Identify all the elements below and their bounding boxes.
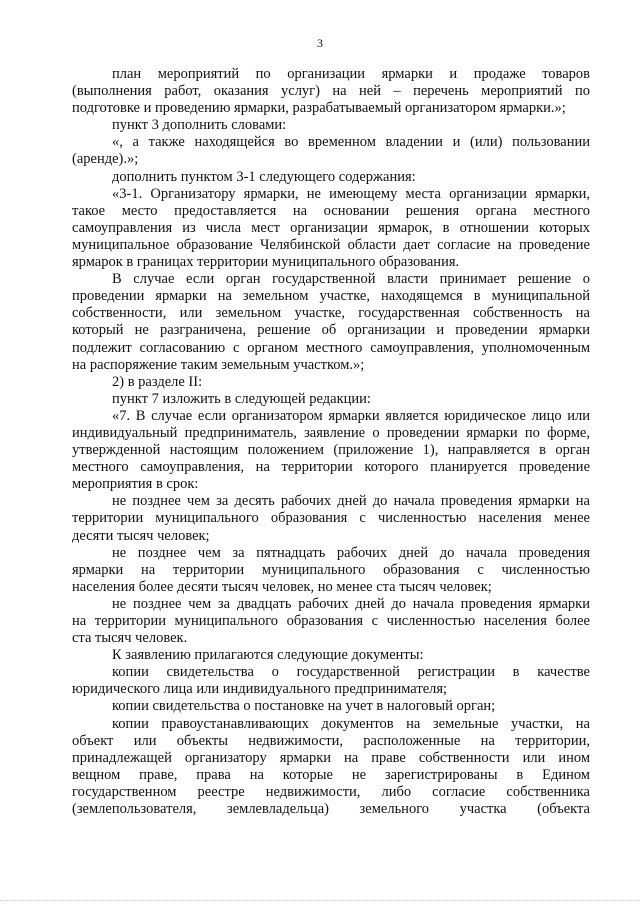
paragraph — [72, 374, 590, 391]
paragraph — [72, 647, 590, 664]
text-line: «3-1. Организатору ярмарки, не имеющему места организации ярмарки, — [112, 185, 590, 202]
text-line: такое место предоставляется на основании решения органа местного — [72, 202, 590, 219]
page-bottom-edge — [0, 900, 640, 901]
text-line: «7. В случае если организатором ярмарки является юридическое лицо или — [112, 407, 590, 424]
paragraph — [72, 716, 590, 819]
text-line: населения более десяти тысяч человек, но менее ста тысяч человек; — [72, 578, 492, 595]
text-line: пункт 3 дополнить словами: — [112, 117, 287, 134]
text-line: (выполнения работ, оказания услуг) на ней – перечень мероприятий по — [72, 83, 590, 100]
text-line: десяти тысяч человек; — [72, 527, 210, 544]
text-line: ярмарки на территории муниципального образования с численностью — [72, 561, 590, 578]
text-line: В случае если орган государственной власти принимает решение о — [112, 271, 590, 288]
text-line: копии правоустанавливающих документов на земельные участки, на — [112, 715, 590, 732]
text-line: дополнить пунктом 3-1 следующего содержания: — [112, 168, 416, 185]
text-line: муниципальное образование Челябинской области дает согласие на проведение — [72, 236, 590, 253]
text-line: не позднее чем за десять рабочих дней до начала проведения ярмарки на — [112, 493, 590, 510]
paragraph — [72, 186, 590, 271]
text-line: объект или объекты недвижимости, расположенные на территории, — [72, 732, 590, 749]
paragraph — [72, 66, 590, 117]
text-line: ста тысяч человек. — [72, 630, 188, 647]
text-line: самоуправления из числа мест организации ярмарок, в отношении которых — [72, 219, 590, 236]
paragraph — [72, 117, 590, 134]
text-line: копии свидетельства о государственной регистрации в качестве — [112, 664, 590, 681]
text-line: вещном праве, права на которые не зарегистрированы в Едином — [72, 766, 590, 783]
text-line: юридического лица или индивидуального предпринимателя; — [72, 681, 448, 698]
text-line: план мероприятий по организации ярмарки и продаже товаров — [112, 66, 590, 82]
text-line: принадлежащей организатору ярмарки на праве собственности или ином — [72, 749, 590, 766]
text-line: ярмарок в границах территории муниципального образования. — [72, 254, 460, 271]
text-line: территории муниципального образования с численностью населения менее — [72, 510, 590, 527]
text-line: не позднее чем за двадцать рабочих дней до начала проведения ярмарки — [112, 595, 590, 612]
text-line: К заявлению прилагаются следующие документы: — [112, 647, 424, 664]
text-line: местного самоуправления, на территории которого планируется проведение — [72, 459, 590, 476]
text-line: который не разграничена, решение об организации и проведении ярмарки — [72, 322, 590, 339]
paragraph — [72, 408, 590, 493]
text-line: не позднее чем за пятнадцать рабочих дней до начала проведения — [112, 544, 590, 561]
text-line: (землепользователя, землевладельца) земельного участка (объекта — [72, 801, 590, 818]
paragraph — [72, 596, 590, 647]
text-line: на распоряжение таким земельным участком.»; — [72, 356, 365, 373]
text-line: утвержденной настоящим положением (приложение 1), направляется в орган — [72, 442, 590, 459]
text-line: индивидуальный предприниматель, заявление о проведении ярмарки по форме, — [72, 424, 590, 441]
text-line: пункт 7 изложить в следующей редакции: — [112, 390, 371, 407]
text-line: копии свидетельства о постановке на учет в налоговый орган; — [112, 698, 496, 715]
text-line: подлежит согласованию с органом местного самоуправления, уполномоченным — [72, 339, 590, 356]
paragraph — [72, 493, 590, 544]
text-line: 2) в разделе II: — [112, 373, 203, 390]
document-body — [72, 66, 590, 818]
paragraph — [72, 391, 590, 408]
text-line: (аренде).»; — [72, 151, 139, 168]
text-line: государственном реестре недвижимости, либо согласие собственника — [72, 783, 590, 800]
paragraph — [72, 698, 590, 715]
paragraph — [72, 545, 590, 596]
page-number: 3 — [317, 36, 323, 50]
paragraph — [72, 271, 590, 374]
text-line: на территории муниципального образования с численностью населения более — [72, 613, 590, 629]
paragraph — [72, 169, 590, 186]
text-line: проведении ярмарки на земельном участке, находящемся в муниципальной — [72, 288, 590, 305]
paragraph — [72, 664, 590, 698]
text-line: мероприятия в срок: — [72, 476, 199, 493]
text-line: «, а также находящейся во временном владении и (или) пользовании — [112, 134, 590, 151]
text-line: подготовке и проведению ярмарки, разрабатываемый организатором ярмарки.»; — [72, 100, 566, 117]
paragraph — [72, 134, 590, 168]
text-line: собственности, или земельном участке, государственная собственность на — [72, 305, 590, 322]
